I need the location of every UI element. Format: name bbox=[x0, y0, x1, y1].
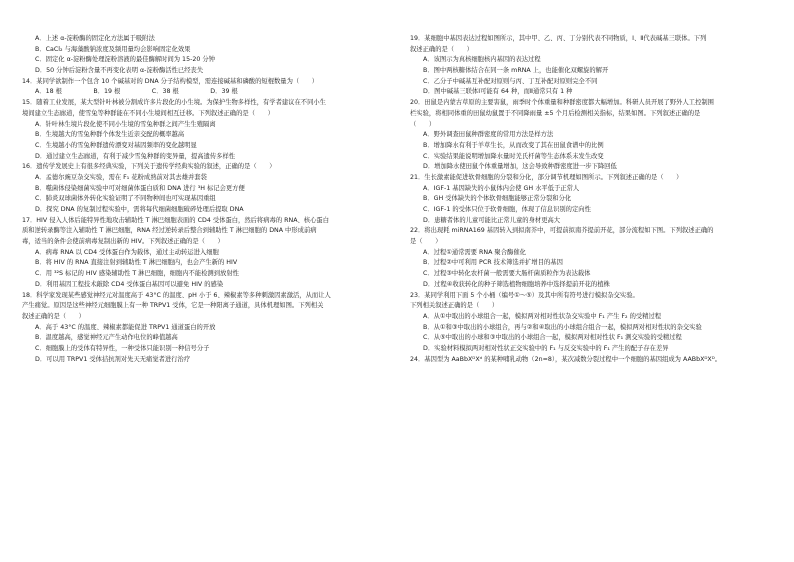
answer-option-line: A．针叶林生境片段化使不同小生境的雪兔种群之间产生生殖隔离 bbox=[35, 120, 216, 128]
answer-option-line: A．IGF-1 基因缺失的小鼠体内会使 GH 水平低于正常人 bbox=[423, 184, 580, 192]
answer-option-line: D．通过建立生态廊道，有利于减少雪兔种群的变异量，提高遗传多样性 bbox=[35, 152, 236, 160]
question-stem-line: 15．随着工业发展，某大型针叶林被分割成许多片段化的小生境。为保护生物多样性，有学者建议在不同小生 bbox=[22, 99, 326, 107]
question-stem-line: 21．生长激素能促进软骨细胞的分裂和分化，部分调节机理如图所示。下列叙述正确的是（ ） bbox=[410, 173, 683, 181]
question-stem-line: 23．某同学利用下面 5 个小桶（编号①～⑤）及其中所有符号进行模拟杂交实验。 bbox=[410, 291, 639, 299]
answer-option-line: A．孟德尔豌豆杂交实验，需在 F₁ 花粉成熟前对其去雄并套袋 bbox=[35, 173, 207, 181]
answer-option-line: B．CaCl₂ 与海藻酸钠浓度及频用量均会影响固定化效果 bbox=[35, 45, 191, 53]
question-stem-continuation: 叙述正确的是（ ） bbox=[410, 45, 473, 53]
answer-option-line: B．噬菌体侵染细菌实验中可对细菌体蛋白质和 DNA 进行 ³H 标记会更方便 bbox=[35, 184, 245, 192]
question-stem-continuation: 栏实验，将相同体重的田鼠幼鼠置于不同降雨量 ±5 个月后检测相关指标，结果如图。下列叙述正确的是 bbox=[410, 109, 701, 117]
answer-option-line: D．探究 DNA 的复制过程实验中，需将每代细菌细胞破碎处理后提取 DNA bbox=[35, 206, 244, 213]
answer-option-line: C．肺炎双球菌体外转化实验证明了不同物种间也可实现基因重组 bbox=[35, 195, 216, 203]
question-stem-line: 19．某细胞中基因表达过程如图所示，其中甲、乙、丙、丁分别代表不同物质，Ⅰ、Ⅱ代表碱基三联体。下列 bbox=[410, 35, 707, 42]
question-stem-continuation: 产生痛觉。原因是这些神经元细胞膜上有一种 TRPV1 受体，它是一种阳离子通道，具体机理如图。下列相关 bbox=[22, 302, 324, 310]
question-stem-line: 22．将出现耗 miRNA169 基因转入到拟南芥中，可提前拟南芥提前开花，部分流程如下图。下列叙述正确的 bbox=[410, 227, 714, 235]
question-stem-line: 24．基因型为 AaBbXᴰXᵈ 的某种哺乳动物（2n=8），某次减数分裂过程中一个细胞的基因组成为 AABbXᴰXᴰ。 bbox=[410, 355, 722, 363]
answer-option-line: D．图中碱基三联体Ⅰ可能有 64 种，而Ⅱ通常只有 1 种 bbox=[423, 88, 573, 96]
answer-option-line: A．上述 α-淀粉酶的固定化方法属于吸附法 bbox=[35, 35, 155, 42]
question-stem-line: 16．遗传学发展史上有很多经典实验，下列关于遗传学经典实验的叙述，正确的是（ ） bbox=[22, 163, 276, 171]
question-stem-continuation: 质和逆转录酶等注入辅助性 T 淋巴细胞，RNA 经过逆转录后整合到辅助性 T 淋巴细胞的 DNA 中形成前病 bbox=[22, 227, 317, 235]
answer-option-line: A．该图示为真核细胞核内基因的表达过程 bbox=[423, 56, 541, 64]
answer-option-line: D．过程④收获转化的种子筛选植物细胞培养中选择提前开花的植株 bbox=[423, 280, 610, 288]
answer-option-line: B．过程②中可利用 PCR 技术筛选并扩增目的基因 bbox=[423, 259, 563, 267]
answer-option-line: C．实验结果能说明增加降水量时羌氏杆菌等生态体系未发生改变 bbox=[423, 152, 604, 160]
answer-option-line: C．固定化 α-淀粉酶处理淀粉溶液的最佳酶解时间为 15-20 分钟 bbox=[35, 56, 215, 64]
answer-option-line: C．生境越小的雪兔种群遗传漂变对基因频率的变化越明显 bbox=[35, 141, 197, 149]
answer-option-line: D．可以用 TRPV1 受体拮抗剂对先天无痛觉者进行治疗 bbox=[35, 355, 191, 363]
left-column bbox=[22, 34, 384, 562]
question-stem-line: 14．某同学欲制作一个包含 10 个碱基对的 DNA 分子结构模型，需连接碱基和磷酸的短棍数量为（ ） bbox=[22, 77, 319, 85]
answer-option-line: A．18 根 B．19 根 C．38 根 D．39 根 bbox=[35, 88, 238, 96]
answer-option-line: A．过程①通常需要 RNA 聚合酶催化 bbox=[423, 248, 526, 256]
question-stem-line: 20．田鼠是内蒙古草原的主要害鼠，雨季时个体重量和种群密度都大幅增加。科研人员开展了野外人工控制围 bbox=[410, 99, 714, 107]
answer-option-line: A．高于 43°C 的温度、辣椒素都能促进 TRPV1 通道蛋白的开放 bbox=[35, 323, 216, 331]
question-stem-continuation: （ ） bbox=[410, 120, 436, 128]
question-stem-line: 17．HIV 侵入人体后能特异性地攻击辅助性 T 淋巴细胞表面的 CD4 受体蛋白，然后将病毒的 RNA、核心蛋白 bbox=[22, 216, 329, 224]
answer-option-line: C．过程③中转化农杆菌一般需要大肠杆菌质粒作为表达载体 bbox=[423, 270, 591, 278]
answer-option-line: B．从①和③中取出的小球组合，再与②和④取出的小球组合组合一起，模拟两对相对性状的杂交实验 bbox=[423, 323, 702, 331]
answer-option-line: B．生境越大的雪兔种群个体发生近亲交配的概率越高 bbox=[35, 131, 185, 139]
answer-option-line: A．野外调查田鼠种群密度的常用方法是样方法 bbox=[423, 131, 554, 139]
right-column bbox=[410, 34, 772, 562]
answer-option-line: D．实验材料模拟两对相对性状正交实验中的 F₁ 与反交实验中的 F₁ 产生的配子存在差异 bbox=[423, 344, 669, 352]
answer-option-line: A．从①中取出的小球组合一起，模拟两对相对性状杂交实验中 F₁ 产生 F₂ 的受精过程 bbox=[423, 312, 662, 320]
answer-option-line: B．将 HIV 的 RNA 直接注射到辅助性 T 淋巴细胞内，也会产生新的 HIV bbox=[35, 259, 238, 267]
question-stem-continuation: 叙述正确的是（ ） bbox=[22, 312, 85, 320]
answer-option-line: B．GH 受体缺失的个体软骨细胞能够正常分裂和分化 bbox=[423, 195, 572, 203]
answer-option-line: C．用 ³²S 标记的 HIV 感染辅助性 T 淋巴细胞，细胞内不能检测到放射性 bbox=[35, 270, 239, 278]
answer-option-line: C．细胞膜上的受体有特异性，一种受体只能识别一种信号分子 bbox=[35, 344, 210, 352]
question-stem-line: 18．科学家发现某些感觉神经元对温度高于 43°C 的温度、pH 小于 6、辣椒素等多种刺激因素激活，从而让人 bbox=[22, 291, 331, 299]
answer-option-line: D．利用基因工程技术敲除 CD4 受体蛋白基因可以避免 HIV 的感染 bbox=[35, 280, 224, 288]
answer-option-line: D．50 分钟后淀粉含量不再变化表明 α-淀粉酶活性已经丧失 bbox=[35, 67, 204, 75]
answer-option-line: B．增加降水有利于羊草生长，从而改变了其在田鼠食谱中的比例 bbox=[423, 141, 604, 149]
answer-option-line: D．增加降水使田鼠个体重量增加，这会导致种群密度进一步下降回低 bbox=[423, 163, 617, 171]
answer-option-line: A．病毒 RNA 以 CD4 受体蛋白作为载体，通过主动转运进入细胞 bbox=[35, 248, 219, 256]
question-stem-continuation: 毒，适当的条件会使前病毒复制出新的 HIV。下列叙述正确的是（ ） bbox=[22, 238, 224, 246]
answer-option-line: D．患糖者体的儿童可能比正常儿童的身材更高大 bbox=[423, 216, 561, 224]
answer-option-line: C．乙分子中碱基互补配对原则与丙、丁互补配对原则完全不同 bbox=[423, 77, 598, 85]
question-stem-continuation: 下列相关叙述正确的是（ ） bbox=[410, 302, 499, 310]
question-stem-continuation: 境间建立生态廊道，使雪兔等种群能在不同小生境间相互迁移。下列叙述正确的是（ ） bbox=[22, 109, 274, 117]
answer-option-line: B．温度越高，感觉神经元产生动作电位的峰值越高 bbox=[35, 334, 178, 342]
question-stem-continuation: 是（ ） bbox=[410, 238, 442, 246]
answer-option-line: C．从⑤中取出的小球和③中取出的小球组合一起，模拟两对相对性状 F₁ 测交实验的受精过程 bbox=[423, 334, 682, 342]
answer-option-line: C．IGF-1 的受体只位于软骨细胞，体现了信息识别的定向性 bbox=[423, 206, 591, 213]
answer-option-line: B．图中两核糖体结合在同一条 mRNA 上，也能催化双螺旋的解开 bbox=[423, 67, 609, 75]
